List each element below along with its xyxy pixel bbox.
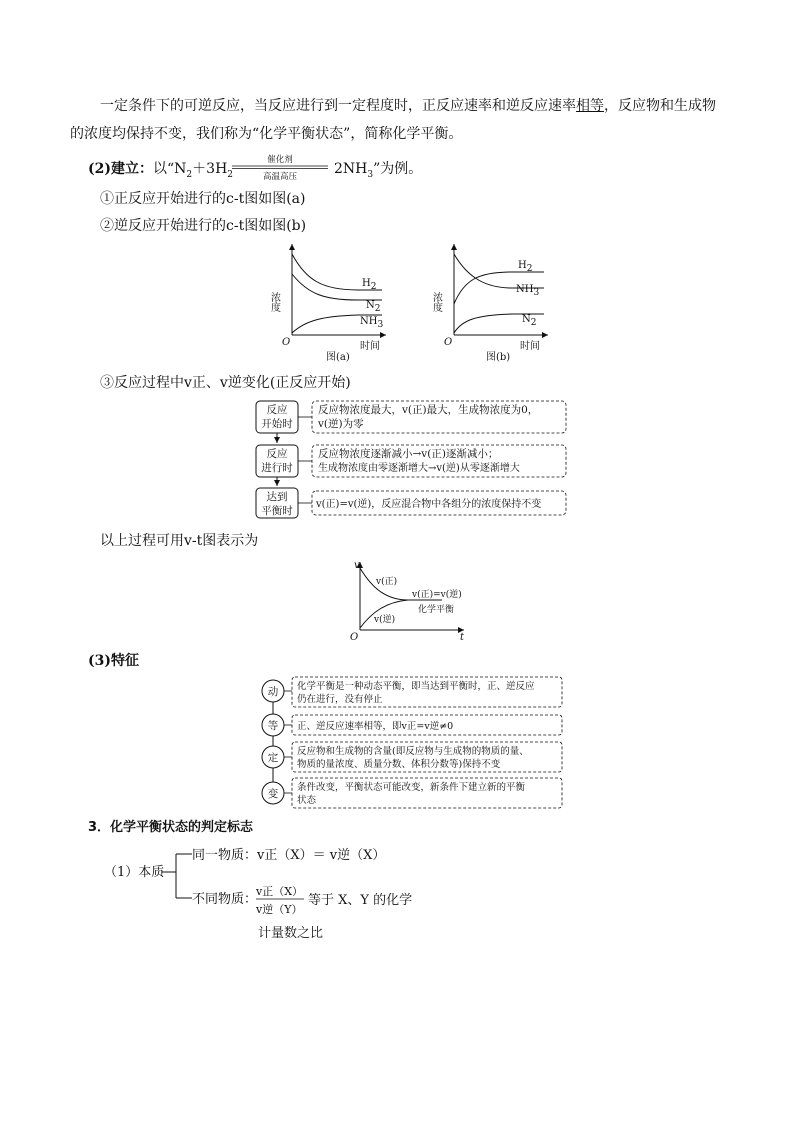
feature-key-change: 变 bbox=[267, 788, 279, 800]
vt-graph bbox=[346, 560, 476, 644]
feature-dynamic-line1: 化学平衡是一种动态平衡，即当达到平衡时，正、逆反应 bbox=[297, 681, 535, 692]
criteria-diff-tail2: 计量数之比 bbox=[258, 926, 324, 941]
feature-fixed-line1: 反应物和生成物的含量(即反应物与生成物的物质的量、 bbox=[297, 746, 529, 757]
desc-start-line2: v(逆)为零 bbox=[318, 418, 364, 430]
graph-a-origin: O bbox=[282, 337, 291, 348]
graph-a-xlabel: 时间 bbox=[360, 341, 380, 352]
graph-b-xlabel: 时间 bbox=[520, 341, 540, 352]
feature-fixed-line2: 物质的量浓度、质量分数、体积分数等)保持不变 bbox=[297, 759, 501, 770]
stage-progress-line1: 反应 bbox=[266, 448, 288, 460]
vt-equal-label: v(正)=v(逆) bbox=[412, 590, 462, 600]
feature-equal-line1: 正、逆反应速率相等，即v正=v逆≠0 bbox=[297, 721, 454, 732]
graph-b bbox=[428, 242, 558, 362]
criteria-frac-top: v正（X） bbox=[256, 885, 304, 898]
vt-intro: 以上过程可用v-t图表示为 bbox=[100, 533, 259, 549]
stage-eq-line2: 平衡时 bbox=[261, 505, 293, 517]
criteria-heading: 3．化学平衡状态的判定标志 bbox=[88, 820, 254, 835]
graph-a-nh3-label: NH3 bbox=[360, 316, 384, 330]
reaction-arrow bbox=[228, 152, 332, 182]
establish-line-end: $2NH_3$”为例。 bbox=[334, 161, 423, 180]
vt-xlabel: t bbox=[460, 632, 465, 643]
feature-key-dynamic: 动 bbox=[267, 686, 279, 698]
graph-b-origin: O bbox=[444, 337, 453, 348]
graph-a-caption: 图(a) bbox=[326, 352, 350, 363]
graph-a-ylabel: 浓度 bbox=[268, 292, 280, 312]
graph-b-nh3-label: NH3 bbox=[516, 284, 540, 298]
graph-b-ylabel: 浓度 bbox=[430, 292, 442, 312]
feature-key-equal: 等 bbox=[267, 720, 279, 732]
stage-eq-line1: 达到 bbox=[266, 491, 288, 503]
criteria-same: 同一物质：v正（X）＝ v逆（X） bbox=[192, 848, 386, 863]
stage-start-line1: 反应 bbox=[266, 404, 288, 416]
vt-origin: O bbox=[350, 632, 359, 643]
graph-b-caption: 图(b) bbox=[486, 352, 511, 363]
desc-progress-line2: 生成物浓度由零逐渐增大→v(逆)从零逐渐增大 bbox=[318, 463, 520, 474]
features-diagram bbox=[258, 675, 564, 809]
establish-line: (2)建立：以“$N_2+3H_2$ bbox=[88, 161, 234, 180]
intro-line-1: 一定条件下的可逆反应，当反应进行到一定程度时，正反应速率和逆反应速率相等，反应物和生成物 bbox=[100, 98, 716, 114]
catalyst-label: 催化剂 bbox=[267, 155, 293, 165]
item-reverse-ct: ②逆反应开始进行的c-t图如图(b) bbox=[100, 218, 307, 234]
stage-start-line2: 开始时 bbox=[261, 418, 293, 430]
vt-reverse-label: v(逆) bbox=[374, 615, 396, 625]
vt-forward-label: v(正) bbox=[376, 577, 398, 587]
criteria-diff-tail: 等于 X、Y 的化学 bbox=[308, 893, 413, 908]
graph-b-n2-label: N2 bbox=[522, 314, 537, 328]
features-heading: (3)特征 bbox=[88, 653, 139, 669]
desc-start-line1: 反应物浓度最大，v(正)最大，生成物浓度为0， bbox=[318, 404, 539, 416]
criteria-essence: （1）本质 bbox=[104, 865, 165, 880]
conditions-label: 高温高压 bbox=[262, 172, 298, 182]
criteria-diff-label: 不同物质： bbox=[192, 892, 258, 907]
feature-key-fixed: 定 bbox=[267, 752, 279, 764]
graph-a bbox=[266, 242, 396, 362]
stage-progress-line2: 进行时 bbox=[261, 462, 293, 474]
feature-dynamic-line2: 仍在进行，没有停止 bbox=[297, 694, 383, 705]
vt-equilibrium-label: 化学平衡 bbox=[418, 605, 455, 615]
graph-a-h2-label: H2 bbox=[362, 278, 377, 292]
vt-ylabel: v bbox=[354, 560, 360, 571]
desc-progress-line1: 反应物浓度逐渐减小→v(正)逐渐减小； bbox=[318, 448, 499, 460]
process-diagram bbox=[254, 399, 568, 519]
feature-change-line2: 状态 bbox=[297, 795, 317, 806]
criteria-frac-bottom: v逆（Y） bbox=[256, 903, 303, 916]
desc-eq-line1: v(正)=v(逆)，反应混合物中各组分的浓度保持不变 bbox=[316, 499, 542, 510]
item-forward-ct: ①正反应开始进行的c-t图如图(a) bbox=[100, 191, 306, 207]
graph-a-n2-label: N2 bbox=[366, 300, 381, 314]
process-heading: ③反应过程中v正、v逆变化(正反应开始) bbox=[100, 375, 351, 391]
intro-line-2: 的浓度均保持不变，我们称为“化学平衡状态”，简称化学平衡。 bbox=[70, 126, 463, 142]
criteria-bracket bbox=[104, 842, 434, 922]
graph-b-h2-label: H2 bbox=[518, 260, 533, 274]
feature-change-line1: 条件改变，平衡状态可能改变，新条件下建立新的平衡 bbox=[297, 782, 526, 793]
